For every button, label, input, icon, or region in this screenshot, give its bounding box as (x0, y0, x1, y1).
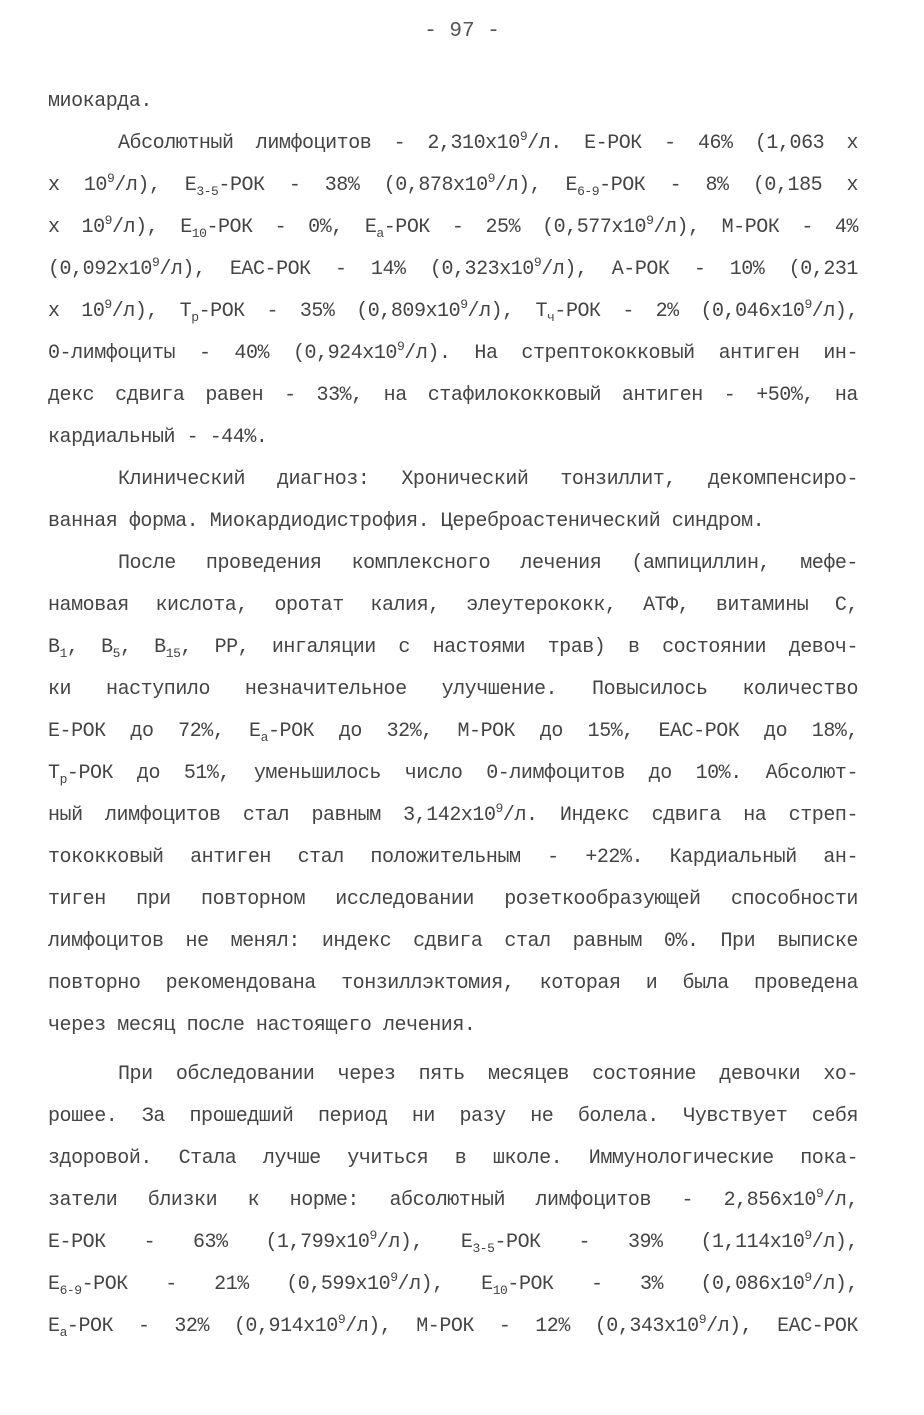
text-line: рошее. За прошедший период ни разу не болела. Чувствует себя (48, 1105, 858, 1128)
text-line: При обследовании через пять месяцев состояние девочки хо- (118, 1063, 858, 1086)
text-line: х $10^9/л$), $Е_{10}$-РОК - 0%, $Е_а$-РОК - 25% $(0,577х10^9/л)$, М-РОК - 4% (48, 213, 859, 241)
text-line: ки наступило незначительное улучшение. Повысилось количество (48, 678, 858, 701)
text-line: декс сдвига равен - 33%, на стафилококковый антиген - +50%, на (48, 384, 858, 407)
text-line: лимфоцитов не менял: индекс сдвига стал равным 0%. При выписке (48, 930, 858, 953)
text-line: Абсолютный лимфоцитов - $2,310х10^9/л$. Е-РОК - 46% (1,063 х (118, 129, 858, 155)
text-line: Е-РОК - 63% $(1,799х10^9/л)$, $Е_{3-5}$-РОК - 39% $(1,114х10^9/л)$, (48, 1228, 858, 1256)
text-line: через месяц после настоящего лечения. (48, 1014, 476, 1037)
text-line: $Т_р$-РОК до 51%, уменьшилось число 0-лимфоцитов до 10%. Абсолют- (48, 762, 858, 787)
text-line: После проведения комплексного лечения (ампициллин, мефе- (118, 552, 858, 575)
text-line: х $10^9/л$), $Е_{3-5}$-РОК - 38% $(0,878х10^9/л)$, $Е_{6-9}$-РОК - 8% (0,185 х (48, 171, 859, 199)
text-line: миокарда. (48, 90, 152, 113)
text-line: затели близки к норме: абсолютный лимфоцитов - $2,856х10^9/л$, (48, 1186, 858, 1212)
text-line: повторно рекомендована тонзиллэктомия, которая и была проведена (48, 972, 858, 995)
text-line: кардиальный - -44%. (48, 426, 268, 449)
text-line: $В_1$, $В_5$, $В_{15}$, РР, ингаляции с настоями трав) в состоянии девоч- (48, 636, 859, 661)
text-line: ванная форма. Миокардиодистрофия. Цереброастенический синдром. (48, 510, 765, 533)
text-line: намовая кислота, оротат калия, элеутерококк, АТФ, витамины С, (48, 594, 858, 617)
text-line: тиген при повторном исследовании розеткообразующей способности (48, 888, 858, 911)
text-line: $Е_{6-9}$-РОК - 21% $(0,599х10^9/л)$, $Е_{10}$-РОК - 3% $(0,086х10^9/л)$, (48, 1270, 858, 1298)
text-line: $Е_а$-РОК - 32% $(0,914х10^9/л)$, М-РОК - 12% $(0,343х10^9/л)$, ЕАС-РОК (48, 1312, 858, 1340)
text-line: $(0,092х10^9/л)$, ЕАС-РОК - 14% $(0,323х10^9/л)$, А-РОК - 10% (0,231 (48, 255, 858, 281)
text-line: 0-лимфоциты - 40% $(0,924х10^9/л)$. На стрептококковый антиген ин- (48, 339, 858, 365)
text-line: х $10^9/л$), $Т_р$-РОК - 35% $(0,809х10^9/л)$, $Т_ч$-РОК - 2% $(0,046х10^9/л)$, (48, 297, 859, 325)
page-number: - 97 - (424, 20, 500, 43)
text-line: здоровой. Стала лучше учиться в школе. Иммунологические пока- (48, 1147, 858, 1170)
text-line: ный лимфоцитов стал равным $3,142х10^9/л$. Индекс сдвига на стреп- (48, 801, 858, 827)
text-line: Клинический диагноз: Хронический тонзиллит, декомпенсиро- (118, 468, 858, 491)
text-line: тококковый антиген стал положительным - +22%. Кардиальный ан- (48, 846, 858, 869)
text-line: Е-РОК до 72%, $Е_а$-РОК до 32%, М-РОК до 15%, ЕАС-РОК до 18%, (48, 720, 859, 745)
